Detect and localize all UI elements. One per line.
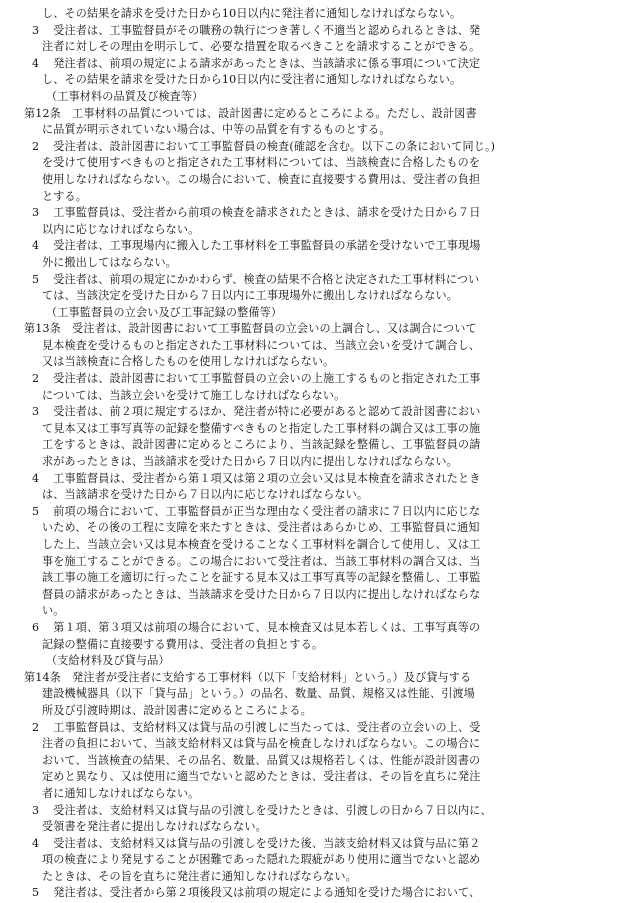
first-line (32, 238, 604, 255)
text-line: 定めと異なり、又は使用に適当でないと認めたときは、受注者は、その旨を直ちに発注 (42, 770, 481, 784)
text-line: 受注者は、前２項に規定するほか、発注者が特に必要があると認めて設計図書におい (42, 405, 481, 419)
numbered-item (32, 272, 604, 305)
numbered-item (32, 371, 604, 404)
text-line: 記録の整備に直接要する費用は、受注者の負担とする。 (42, 637, 324, 651)
text-line: 第１項、第３項又は前項の場合において、見本検査又は見本若しくは、工事写真等の (42, 620, 481, 634)
text-line: たときは、その旨を直ちに発注者に通知しなければならない。 (42, 869, 357, 883)
document-page (24, 6, 604, 902)
first-line (32, 205, 604, 222)
first-line (32, 471, 604, 488)
first-line (24, 670, 604, 687)
text-line: おいて、当該検査の結果、その品名、数量、品質又は規格若しくは、性能が設計図書の (42, 753, 481, 767)
first-line (32, 504, 604, 521)
continuation-paragraph (42, 6, 604, 23)
text-line: て見本又は工事写真等の記録を整備すべきものと指定した工事材料の調合又は工事の施 (42, 421, 481, 435)
text-line: 求があったときは、当該請求を受けた日から７日以内に提出しなければならない。 (42, 455, 458, 469)
text-line: 受注者は、工事現場内に搬入した工事材料を工事監督員の承諾を受けないで工事現場 (42, 239, 481, 253)
text-line: 注者に対しその理由を明示して、必要な措置を取るべきことを請求することができる。 (42, 40, 481, 54)
first-line (32, 836, 604, 853)
text-line: 督員の請求があったときは、当該請求を受けた日から７日以内に提出しなければならな (42, 587, 481, 601)
text-line: し、その結果を請求を受けた日から10日以内に発注者に通知しなければならない。 (42, 7, 462, 20)
text-line: は、当該請求を受けた日から７日以内に応じなければならない。 (42, 488, 369, 502)
numbered-item (32, 504, 604, 620)
text-line: 工事監督員は、支給材料又は貸与品の引渡しに当たっては、受注者の立会いの上、受 (42, 720, 481, 734)
text-line: 受注者は、前項の規定にかかわらず、検査の結果不合格と決定された工事材料につい (42, 272, 480, 286)
text-line: 外に搬出してはならない。 (42, 255, 177, 269)
text-line: 建設機械器具（以下「貸与品」という。）の品名、数量、品質、規格又は性能、引渡場 (42, 687, 475, 701)
numbered-item (32, 885, 604, 902)
text-line: 発注者は、前項の規定による請求があったときは、当該請求に係る事項について決定 (42, 56, 481, 70)
heading-text: （工事監督員の立会い及び工事記録の整備等） (46, 305, 283, 319)
numbered-item (32, 620, 604, 653)
item-number: 3 (32, 803, 40, 817)
text-line: 以内に応じなければならない。 (42, 222, 200, 236)
item-number: 5 (32, 504, 40, 518)
numbered-item (32, 205, 604, 238)
text-line: し、その結果を請求を受けた日から10日以内に受注者に通知しなければならない。 (42, 73, 462, 87)
item-number: 4 (32, 836, 40, 850)
item-number: 3 (32, 23, 40, 37)
article-paragraph (24, 106, 604, 139)
text-line: 又は当該検査に合格したものを使用しなければならない。 (42, 355, 335, 369)
item-number: 4 (32, 239, 40, 253)
numbered-item (32, 139, 604, 205)
text-line: 受注者は、設計図書において工事監督員の立会いの上施工するものと指定された工事 (42, 372, 481, 386)
article-number: 第12条 (24, 106, 61, 120)
numbered-item (32, 803, 604, 836)
text-line: を受けて使用すべきものと指定された工事材料については、当該検査に合格したものを (42, 156, 481, 170)
first-line (32, 404, 604, 421)
item-number: 2 (32, 139, 40, 153)
text-line: 使用しなければならない。この場合において、検査に直接要する費用は、受注者の負担 (42, 172, 481, 186)
text-line: 受領書を発注者に提出しなければならない。 (42, 820, 267, 834)
article-paragraph (24, 321, 604, 371)
item-number: 4 (32, 56, 40, 70)
article-number: 第14条 (24, 670, 61, 684)
item-number: 2 (32, 372, 40, 386)
text-line: 発注者は、受注者から第２項後段又は前項の規定による通知を受けた場合において、 (42, 886, 481, 900)
text-line: ては、当該決定を受けた日から７日以内に工事現場外に搬出しなければならない。 (42, 289, 459, 303)
numbered-item (32, 836, 604, 886)
item-number: 2 (32, 720, 40, 734)
item-number: 4 (32, 471, 40, 485)
text-line: 注者の負担において、当該支給材料又は貸与品を検査しなければならない。この場合に (42, 737, 481, 751)
text-line: 該工事の施工を適切に行ったことを証する見本又は工事写真等の記録を整備し、工事監 (42, 571, 481, 585)
first-line (32, 371, 604, 388)
text-line: 工事監督員は、受注者から前項の検査を請求されたときは、請求を受けた日から７日 (42, 206, 481, 220)
numbered-item (32, 23, 604, 56)
item-number: 3 (32, 405, 40, 419)
numbered-item (32, 471, 604, 504)
first-line (24, 321, 604, 338)
first-line (32, 272, 604, 289)
text-line: 所及び引渡時期は、設計図書に定めるところによる。 (42, 703, 312, 717)
first-line (32, 23, 604, 40)
text-line: した上、当該立会い又は見本検査を受けることなく工事材料を調合して使用し、又は工 (42, 538, 481, 551)
article-paragraph (24, 670, 604, 720)
text-line: 項の検査により発見することが困難であった隠れた瑕疵があり使用に適当でないと認め (42, 853, 481, 867)
text-line: 受注者は、設計図書において工事監督員の立会いの上調合し、又は調合について (60, 322, 477, 336)
text-line: とする。 (42, 189, 87, 203)
text-line: に品質が明示されていない場合は、中等の品質を有するものとする。 (42, 123, 391, 137)
text-line: 事を施工することができる。この場合において受注者は、当該工事材料の調合又は、当 (42, 554, 481, 568)
text-line: い。 (42, 604, 65, 618)
article-number: 第13条 (24, 322, 61, 336)
text-line: 工をするときは、設計図書に定めるところにより、当該記録を整備し、工事監督員の請 (42, 438, 481, 452)
text-line: 受注者は、設計図書において工事監督員の検査(確認を含む。以下この条において同じ。) (42, 139, 496, 153)
text-line: 前項の場合において、工事監督員が正当な理由なく受注者の請求に７日以内に応じな (42, 504, 481, 518)
text-line: 工事監督員は、受注者から第１項又は第２項の立会い又は見本検査を請求されたとき (42, 471, 481, 485)
text-line: 者に通知しなければならない。 (42, 786, 200, 800)
item-number: 3 (32, 206, 40, 220)
text-line: いため、その後の工程に支障を来たすときは、受注者はあらかじめ、工事監督員に通知 (42, 521, 480, 535)
first-line (32, 803, 604, 820)
item-number: 6 (32, 620, 40, 634)
text-line: 見本検査を受けるものと指定された工事材料については、当該立会いを受けて調合し、 (42, 338, 481, 352)
first-line (32, 885, 604, 902)
section-heading (42, 89, 604, 106)
section-heading (42, 305, 604, 322)
item-number: 5 (32, 272, 40, 286)
first-line (32, 620, 604, 637)
item-number: 5 (32, 886, 40, 900)
text-line: については、当該立会いを受けて施工しなければならない。 (42, 388, 346, 402)
text-line: 発注者が受注者に支給する工事材料（以下「支給材料」という。）及び貸与する (60, 670, 472, 684)
text-line: 受注者は、支給材料又は貸与品の引渡しを受けたときは、引渡しの日から７日以内に、 (42, 803, 492, 817)
first-line (24, 106, 604, 123)
text-line: 受注者は、支給材料又は貸与品の引渡しを受けた後、当該支給材料又は貸与品に第２ (42, 836, 481, 850)
numbered-item (32, 238, 604, 271)
text-line: 工事材料の品質については、設計図書に定めるところによる。ただし、設計図書 (60, 106, 477, 120)
first-line (32, 720, 604, 737)
first-line (32, 139, 604, 156)
heading-text: （支給材料及び貸与品） (46, 654, 170, 668)
text-line: 受注者は、工事監督員がその職務の執行につき著しく不適当と認められるときは、発 (42, 23, 481, 37)
heading-text: （工事材料の品質及び検査等） (46, 89, 204, 103)
first-line (32, 56, 604, 73)
section-heading (42, 653, 604, 670)
numbered-item (32, 720, 604, 803)
numbered-item (32, 404, 604, 470)
numbered-item (32, 56, 604, 89)
